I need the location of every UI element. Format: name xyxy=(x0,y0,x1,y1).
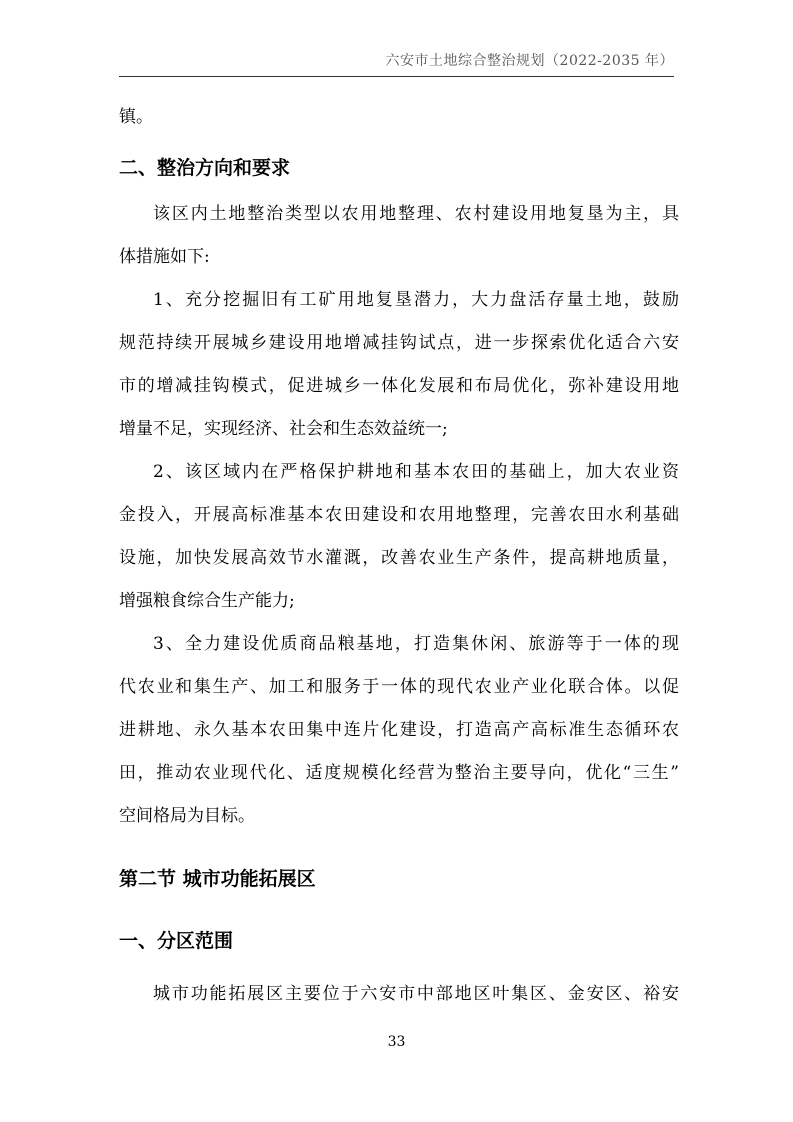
paragraph-line: 体措施如下: xyxy=(119,247,210,267)
paragraph-scope xyxy=(119,973,679,1016)
page-body xyxy=(119,96,679,1016)
page-number: 33 xyxy=(387,1034,406,1050)
paragraph-item-2 xyxy=(119,451,679,623)
section-heading-direction: 二、整治方向和要求 xyxy=(119,157,291,179)
paragraph-line: 1、充分挖掘旧有工矿用地复垦潜力，大力盘活存量土地，鼓励 xyxy=(153,290,679,310)
section-heading-urban-expansion: 第二节 城市功能拓展区 xyxy=(119,868,316,890)
paragraph-line: 3、全力建设优质商品粮基地，打造集休闲、旅游等于一体的现 xyxy=(153,634,679,654)
paragraph-line: 该区内土地整治类型以农用地整理、农村建设用地复垦为主，具 xyxy=(153,204,679,224)
paragraph-item-1 xyxy=(119,279,679,451)
continued-text: 镇。 xyxy=(119,107,153,127)
paragraph-item-3 xyxy=(119,623,679,838)
paragraph-line: 城市功能拓展区主要位于六安市中部地区叶集区、金安区、裕安 xyxy=(153,984,679,1004)
paragraph-line: 空间格局为目标。 xyxy=(119,806,255,826)
paragraph-line: 增强粮食综合生产能力; xyxy=(119,591,295,611)
paragraph-line: 金投入，开展高标准基本农田建设和农用地整理，完善农田水利基础 xyxy=(119,505,679,525)
paragraph-line: 市的增减挂钩模式，促进城乡一体化发展和布局优化，弥补建设用地 xyxy=(119,376,679,396)
paragraph-line: 2、该区域内在严格保护耕地和基本农田的基础上，加大农业资 xyxy=(153,462,679,482)
paragraph-line: 设施，加快发展高效节水灌溉，改善农业生产条件，提高耕地质量， xyxy=(119,548,679,568)
subsection-heading-scope: 一、分区范围 xyxy=(119,930,234,952)
running-header: 六安市土地综合整治规划（2022-2035 年） xyxy=(119,50,674,77)
paragraph-line: 代农业和集生产、加工和服务于一体的现代农业产业化联合体。以促 xyxy=(119,677,679,697)
paragraph-intro xyxy=(119,193,679,279)
paragraph-line: 增量不足，实现经济、社会和生态效益统一; xyxy=(119,419,448,439)
paragraph-line: 进耕地、永久基本农田集中连片化建设，打造高产高标准生态循环农 xyxy=(119,720,679,740)
paragraph-line: 田，推动农业现代化、适度规模化经营为整治主要导向，优化“三生” xyxy=(119,763,679,783)
paragraph-line: 规范持续开展城乡建设用地增减挂钩试点，进一步探索优化适合六安 xyxy=(119,333,679,353)
